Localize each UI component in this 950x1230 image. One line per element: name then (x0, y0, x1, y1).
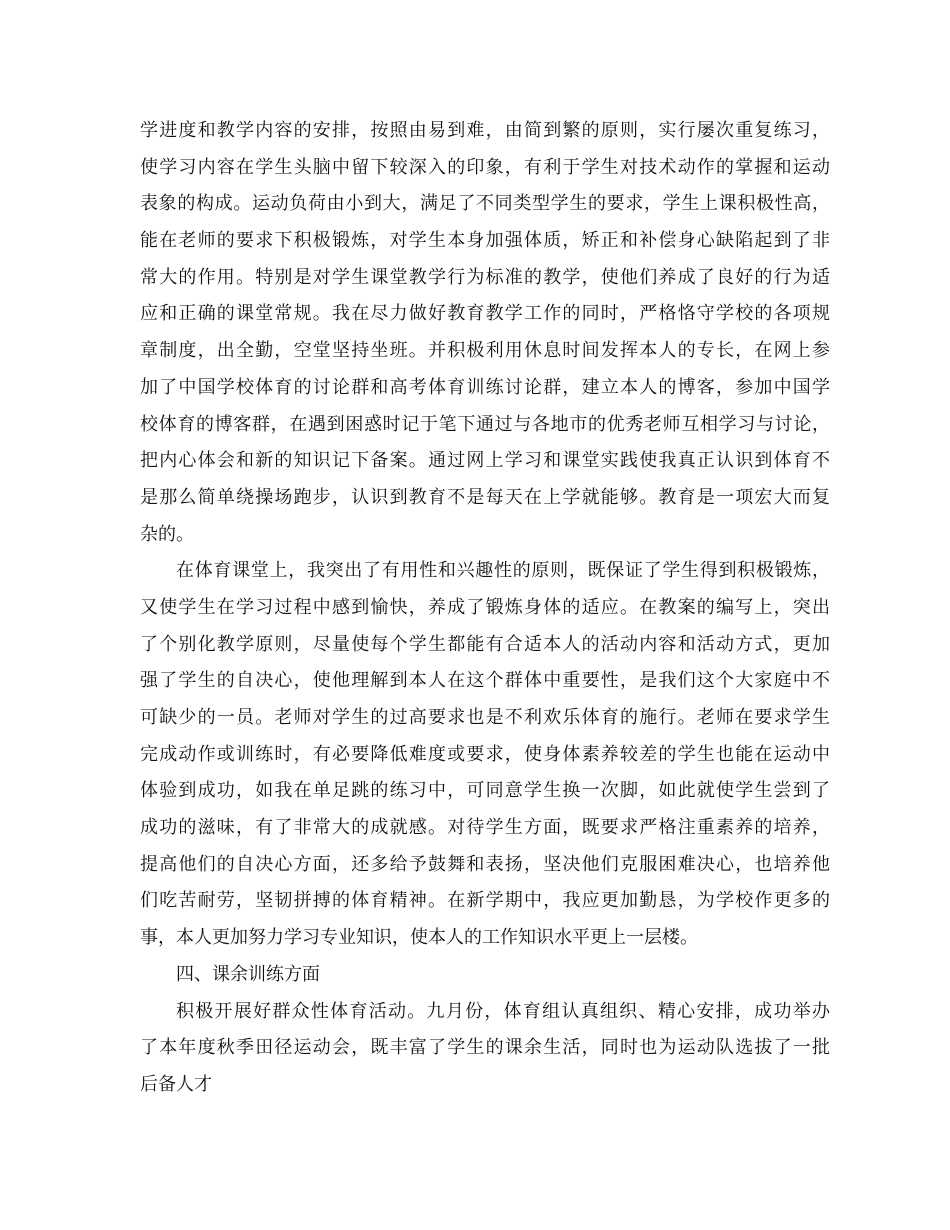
text-line: 成功的滋味，有了非常大的成就感。对待学生方面，既要求严格注重素养的培养， (140, 817, 830, 839)
paragraph-start-line: 在体育课堂上，我突出了有用性和兴趣性的原则，既保证了学生得到积极锻炼， (176, 560, 830, 582)
text-line: 后备人才 (140, 1073, 212, 1095)
paragraph-start-line: 积极开展好群众性体育活动。九月份，体育组认真组织、精心安排，成功举办 (176, 1000, 830, 1022)
text-line: 使学习内容在学生头脑中留下较深入的印象，有利于学生对技术动作的掌握和运动 (140, 156, 830, 178)
text-line: 们吃苦耐劳，坚韧拼搏的体育精神。在新学期中，我应更加勤恳，为学校作更多的 (140, 890, 830, 912)
text-line: 把内心体会和新的知识记下备案。通过网上学习和课堂实践使我真正认识到体育不 (140, 450, 830, 472)
text-line: 杂的。 (140, 523, 194, 545)
text-line: 校体育的博客群，在遇到困惑时记于笔下通过与各地市的优秀老师互相学习与讨论， (140, 413, 830, 435)
text-line: 又使学生在学习过程中感到愉快，养成了锻炼身体的适应。在教案的编写上，突出 (140, 596, 830, 618)
text-line: 能在老师的要求下积极锻炼，对学生本身加强体质，矫正和补偿身心缺陷起到了非 (140, 230, 830, 252)
section-heading: 四、课余训练方面 (176, 963, 320, 985)
text-line: 是那么简单绕操场跑步，认识到教育不是每天在上学就能够。教育是一项宏大而复 (140, 486, 830, 508)
text-line: 了个别化教学原则，尽量使每个学生都能有合适本人的活动内容和活动方式，更加 (140, 633, 830, 655)
text-line: 常大的作用。特别是对学生课堂教学行为标准的教学，使他们养成了良好的行为适 (140, 266, 830, 288)
text-line: 提高他们的自决心方面，还多给予鼓舞和表扬，坚决他们克服困难决心，也培养他 (140, 853, 830, 875)
text-line: 表象的构成。运动负荷由小到大，满足了不同类型学生的要求，学生上课积极性高， (140, 193, 830, 215)
text-line: 了本年度秋季田径运动会，既丰富了学生的课余生活，同时也为运动队选拔了一批 (140, 1037, 830, 1059)
text-line: 完成动作或训练时，有必要降低难度或要求，使身体素养较差的学生也能在运动中 (140, 743, 830, 765)
text-line: 事，本人更加努力学习专业知识，使本人的工作知识水平更上一层楼。 (140, 927, 698, 949)
text-line: 强了学生的自决心，使他理解到本人在这个群体中重要性，是我们这个大家庭中不 (140, 670, 830, 692)
body-text (140, 113, 830, 1104)
text-line: 学进度和教学内容的安排，按照由易到难，由简到繁的原则，实行屡次重复练习， (140, 120, 830, 141)
text-line: 章制度，出全勤，空堂坚持坐班。并积极利用休息时间发挥本人的专长，在网上参 (140, 340, 830, 362)
text-line: 体验到成功，如我在单足跳的练习中，可同意学生换一次脚，如此就使学生尝到了 (140, 780, 830, 802)
text-line: 可缺少的一员。老师对学生的过高要求也是不利欢乐体育的施行。老师在要求学生 (140, 707, 830, 728)
text-line: 应和正确的课堂常规。我在尽力做好教育教学工作的同时，严格恪守学校的各项规 (140, 303, 830, 325)
text-line: 加了中国学校体育的讨论群和高考体育训练讨论群，建立本人的博客，参加中国学 (140, 376, 830, 398)
